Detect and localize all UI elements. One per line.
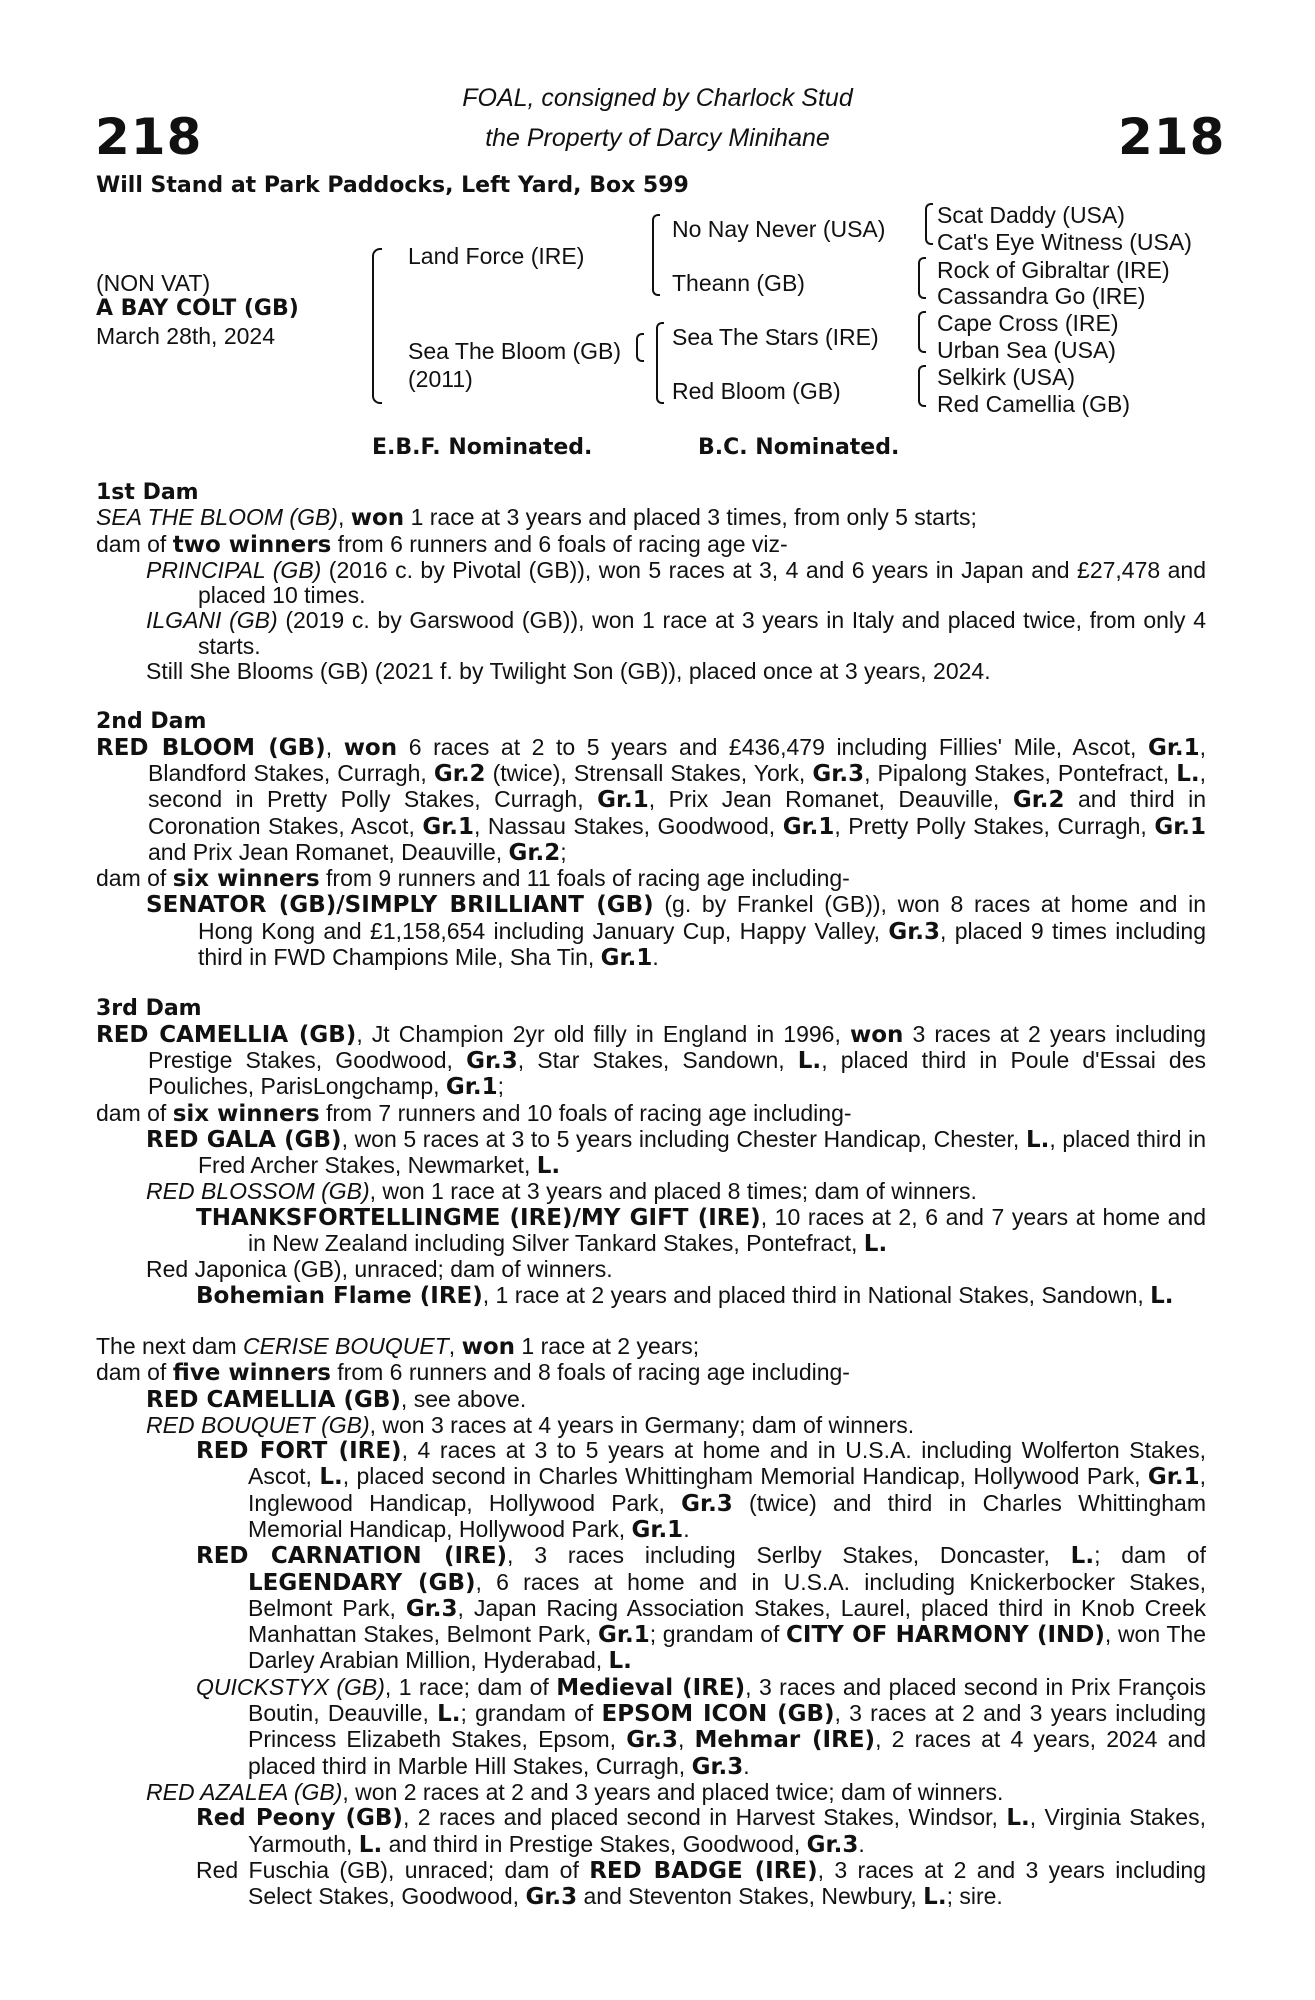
first-dam-produce-summary: dam of two winners from 6 runners and 6 foals of racing age viz- bbox=[96, 530, 788, 558]
pedigree-brace-ss bbox=[925, 203, 933, 245]
produce-thanksfortellingme: THANKSFORTELLINGME (IRE)/MY GIFT (IRE), 10 races at 2, 6 and 7 years at home and in New Zealand including Silver Tankard Stakes, Pontefract, L. bbox=[196, 1203, 1206, 1258]
catalogue-body bbox=[96, 480, 1206, 1910]
produce-senator: SENATOR (GB)/SIMPLY BRILLIANT (GB) (g. by Frankel (GB)), won 8 races at home and in Hong Kong and £1,158,654 including January Cup, Happy Valley, Gr.3, placed 9 times including third in FWD Champions Mile, Sha Tin, Gr.1. bbox=[146, 891, 1207, 972]
pedigree-sire-dam: Theann (GB) bbox=[672, 270, 805, 296]
produce-red-peony: Red Peony (GB), 2 races and placed second in Harvest Stakes, Windsor, L., Virginia Stakes, Yarmouth, L. and third in Prestige Stakes, Goodwood, Gr.3. bbox=[196, 1804, 1206, 1858]
produce-red-camellia: RED CAMELLIA (GB), see above. bbox=[146, 1385, 527, 1413]
produce-ilgani: ILGANI (GB) (2019 c. by Garswood (GB)), won 1 race at 3 years in Italy and placed twice, from only 4 starts. bbox=[146, 607, 1207, 659]
pedigree-sdd: Cassandra Go (IRE) bbox=[937, 283, 1146, 309]
first-dam-entry: SEA THE BLOOM (GB), won 1 race at 3 years and placed 3 times, from only 5 starts; bbox=[96, 504, 977, 532]
produce-red-azalea: RED AZALEA (GB), won 2 races at 2 and 3 years and placed twice; dam of winners. bbox=[146, 1778, 1004, 1805]
pedigree-sds: Rock of Gibraltar (IRE) bbox=[937, 257, 1170, 283]
pedigree-sire: Land Force (IRE) bbox=[408, 243, 585, 269]
pedigree-dsd: Urban Sea (USA) bbox=[937, 337, 1116, 363]
first-dam-heading: 1st Dam bbox=[96, 480, 199, 505]
pedigree-dss: Cape Cross (IRE) bbox=[937, 310, 1119, 336]
pedigree-brace-ds bbox=[918, 311, 926, 353]
pedigree-dam: Sea The Bloom (GB) bbox=[408, 338, 622, 364]
pedigree-sss: Scat Daddy (USA) bbox=[937, 202, 1125, 228]
lot-number-right: 218 bbox=[1118, 108, 1226, 166]
produce-red-gala: RED GALA (GB), won 5 races at 3 to 5 years including Chester Handicap, Chester, L., placed third in Fred Archer Stakes, Newmarket, L. bbox=[146, 1125, 1207, 1180]
pedigree-dam-sire: Sea The Stars (IRE) bbox=[672, 324, 879, 350]
third-dam-produce-summary: dam of six winners from 7 runners and 10 foals of racing age including- bbox=[96, 1099, 852, 1127]
pedigree-dam-year: (2011) bbox=[408, 366, 473, 392]
stand-location: Will Stand at Park Paddocks, Left Yard, Box 599 bbox=[96, 173, 689, 198]
pedigree-dam-dam: Red Bloom (GB) bbox=[672, 378, 841, 404]
produce-quickstyx: QUICKSTYX (GB), 1 race; dam of Medieval (IRE), 3 races and placed second in Prix François Boutin, Deauville, L.; grandam of EPSOM ICON (GB), 3 races at 2 and 3 years including Princess Elizabeth Stakes, Epsom, Gr.3, Mehmar (IRE), 2 races at 4 years, 2024 and placed third in Marble Hill Stakes, Curragh, Gr.3. bbox=[196, 1673, 1206, 1780]
horse-name: A BAY COLT (GB) bbox=[96, 296, 299, 321]
pedigree-brace-dam bbox=[656, 322, 664, 404]
produce-red-carnation: RED CARNATION (IRE), 3 races including Serlby Stakes, Doncaster, L.; dam of LEGENDARY (GB), 6 races at home and in U.S.A. including Knickerbocker Stakes, Belmont Park, Gr.3, Japan Racing Association Stakes, Laurel, placed third in Knob Creek Manhattan Stakes, Belmont Park, Gr.1; grandam of CITY OF HARMONY (IND), won The Darley Arabian Million, Hyderabad, L. bbox=[196, 1542, 1207, 1675]
second-dam-produce-summary: dam of six winners from 9 runners and 11 foals of racing age including- bbox=[96, 865, 850, 893]
produce-red-fort: RED FORT (IRE), 4 races at 3 to 5 years at home and in U.S.A. including Wolferton Stakes, Ascot, L., placed second in Charles Whittingham Memorial Handicap, Hollywood Park, Gr.1, Inglewood Handicap, Hollywood Park, Gr.3 (twice) and third in Charles Whittingham Memorial Handicap, Hollywood Park, Gr.1. bbox=[196, 1437, 1206, 1543]
produce-red-blossom: RED BLOSSOM (GB), won 1 race at 3 years and placed 8 times; dam of winners. bbox=[146, 1178, 977, 1205]
next-dam-entry: The next dam CERISE BOUQUET, won 1 race at 2 years; bbox=[96, 1332, 700, 1360]
pedigree-brace-sire bbox=[652, 214, 660, 296]
second-dam-entry: RED BLOOM (GB), won 6 races at 2 to 5 years and £436,479 including Fillies' Mile, Ascot, Gr.1, Blandford Stakes, Curragh, Gr.2 (twice), Strensall Stakes, York, Gr.3, Pipalong Stakes, Pontefract, L., second in Pretty Polly Stakes, Curragh, Gr.1, Prix Jean Romanet, Deauville, Gr.2 and third in Coronation Stakes, Ascot, Gr.1, Nassau Stakes, Goodwood, Gr.1, Pretty Polly Stakes, Curragh, Gr.1 and Prix Jean Romanet, Deauville, Gr.2; bbox=[96, 733, 1207, 866]
produce-red-bouquet: RED BOUQUET (GB), won 3 races at 4 years in Germany; dam of winners. bbox=[146, 1411, 915, 1438]
pedigree-ssd: Cat's Eye Witness (USA) bbox=[937, 229, 1192, 255]
produce-still-she-blooms: Still She Blooms (GB) (2021 f. by Twilight Son (GB)), placed once at 3 years, 2024. bbox=[146, 658, 991, 685]
pedigree-dds: Selkirk (USA) bbox=[937, 364, 1076, 390]
vat-status: (NON VAT) bbox=[96, 270, 211, 296]
ebf-nomination: E.B.F. Nominated. bbox=[372, 435, 593, 460]
consignor-line: FOAL, consigned by Charlock Stud bbox=[462, 84, 853, 112]
produce-red-japonica: Red Japonica (GB), unraced; dam of winners. bbox=[146, 1256, 613, 1283]
pedigree-brace-sd bbox=[918, 257, 926, 299]
next-dam-produce-summary: dam of five winners from 6 runners and 8 foals of racing age including- bbox=[96, 1359, 850, 1387]
lot-number-left: 218 bbox=[95, 108, 203, 166]
bc-nomination: B.C. Nominated. bbox=[698, 435, 900, 460]
produce-bohemian-flame: Bohemian Flame (IRE), 1 race at 2 years and placed third in National Stakes, Sandown, L. bbox=[196, 1281, 1174, 1309]
property-line: the Property of Darcy Minihane bbox=[485, 124, 830, 152]
horse-dob: March 28th, 2024 bbox=[96, 323, 276, 349]
pedigree-brace-dd bbox=[918, 365, 926, 407]
pedigree-brace-main bbox=[372, 248, 382, 404]
pedigree-ddd: Red Camellia (GB) bbox=[937, 391, 1130, 417]
second-dam-heading: 2nd Dam bbox=[96, 709, 207, 735]
third-dam-heading: 3rd Dam bbox=[96, 996, 202, 1022]
pedigree-sire-sire: No Nay Never (USA) bbox=[672, 216, 886, 242]
third-dam-entry: RED CAMELLIA (GB), Jt Champion 2yr old filly in England in 1996, won 3 races at 2 years including Prestige Stakes, Goodwood, Gr.3, Star Stakes, Sandown, L., placed third in Poule d'Essai des Pouliches, ParisLongchamp, Gr.1; bbox=[96, 1020, 1207, 1101]
produce-principal: PRINCIPAL (GB) (2016 c. by Pivotal (GB)), won 5 races at 3, 4 and 6 years in Japan and £27,478 and placed 10 times. bbox=[146, 556, 1207, 609]
produce-red-fuschia: Red Fuschia (GB), unraced; dam of RED BADGE (IRE), 3 races at 2 and 3 years including Select Stakes, Goodwood, Gr.3 and Steventon Stakes, Newbury, L.; sire. bbox=[196, 1856, 1207, 1911]
pedigree-brace-dam-dam-stub bbox=[636, 333, 644, 362]
